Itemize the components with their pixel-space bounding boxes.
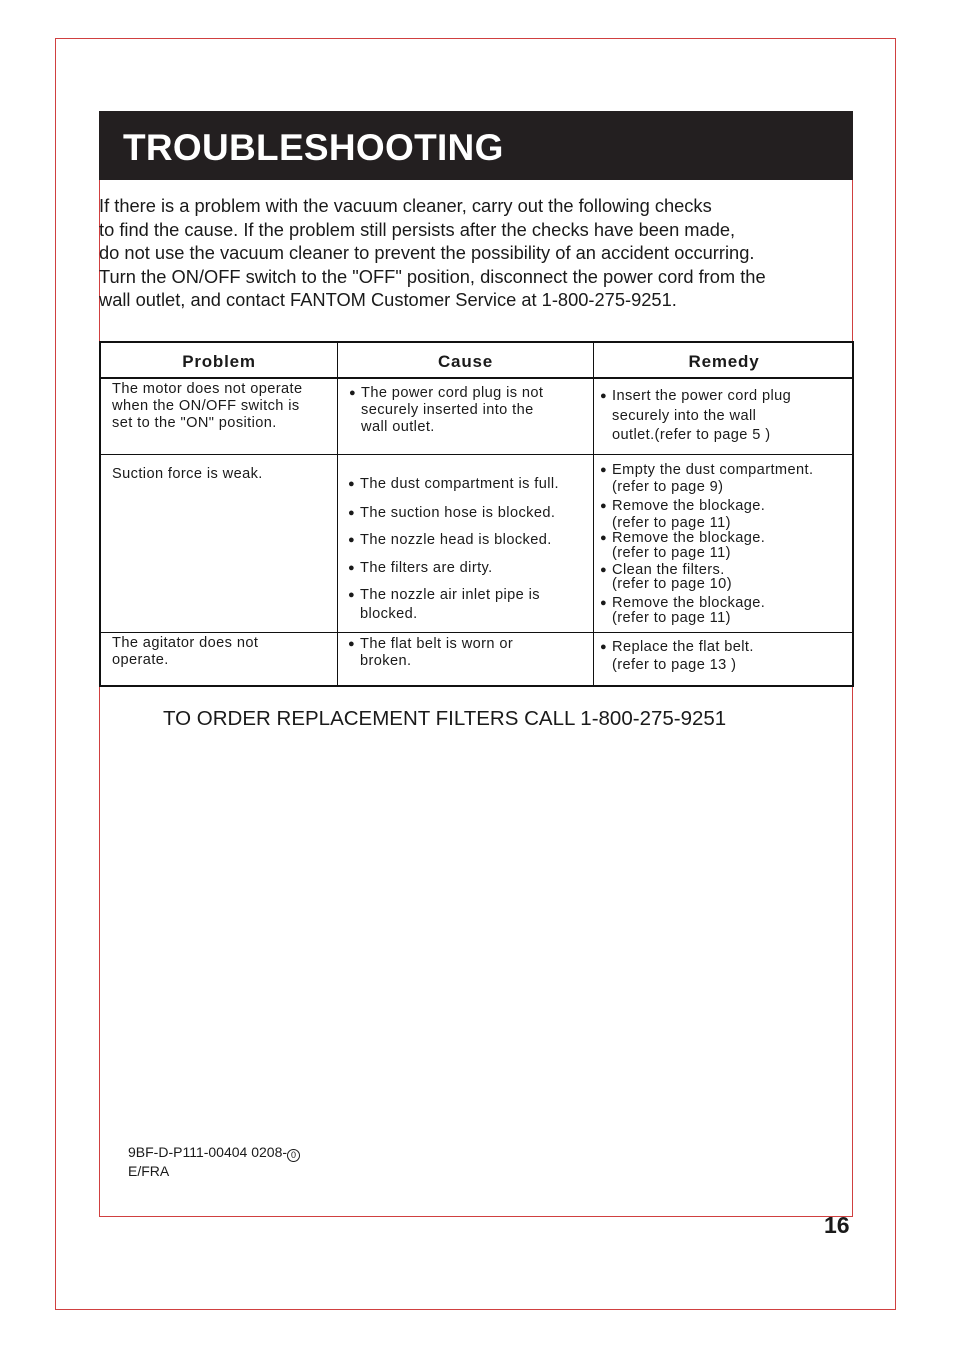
remedy-item: ● Clean the filters. (refer to page 10) [600,562,732,592]
remedy-item: ● Remove the blockage. (refer to page 11) [600,498,766,531]
bullet-icon: ● [600,390,608,402]
troubleshooting-table [99,341,854,687]
column-divider [593,343,594,685]
bullet-icon: ● [348,534,356,546]
document-code [128,1143,300,1180]
header-remedy: Remedy [688,352,760,371]
remedy-item: ● Remove the blockage. (refer to page 11) [600,530,766,561]
header-problem: Problem [182,352,256,371]
page-title: TROUBLESHOOTING [123,127,504,168]
document-code-line: E/FRA [128,1163,170,1179]
intro-line: do not use the vacuum cleaner to prevent the possibility of an accident occurring. [99,242,755,264]
header-divider [101,377,852,379]
bullet-icon: ● [348,562,356,574]
problem-cell: The agitator does not operate. [112,635,259,668]
bullet-icon: ● [600,641,608,653]
cause-item: ● The nozzle head is blocked. [348,532,552,548]
bullet-icon: ● [600,597,608,609]
bullet-icon: ● [348,478,356,490]
circled-digit: 0 [287,1149,300,1162]
intro-line: If there is a problem with the vacuum cleaner, carry out the following checks [99,195,712,216]
page-number: 16 [824,1212,850,1238]
remedy-item: ● Insert the power cord plug securely into the wall outlet.(refer to page 5 ) [600,388,792,443]
intro-line: wall outlet, and contact FANTOM Customer Service at 1-800-275-9251. [99,289,677,311]
remedy-item: ● Empty the dust compartment. (refer to page 9) [600,462,814,495]
remedy-item: ● Remove the blockage. (refer to page 11) [600,595,766,626]
intro-paragraph [99,194,859,312]
problem-cell: Suction force is weak. [112,466,263,482]
bullet-icon: ● [600,532,608,544]
cause-item: ● The dust compartment is full. [348,476,559,492]
intro-line: to find the cause. If the problem still persists after the checks have been made, [99,218,736,240]
problem-cell: The motor does not operate when the ON/OFF switch is set to the "ON" position. [112,381,303,431]
row-divider [101,632,852,633]
bullet-icon: ● [348,589,356,601]
intro-line: Turn the ON/OFF switch to the "OFF" position, disconnect the power cord from the [99,265,766,287]
row-divider [101,454,852,455]
document-code-line: 9BF-D-P111-00404 0208- [128,1144,288,1160]
column-divider [337,343,338,685]
cause-item: ● The filters are dirty. [348,560,493,576]
remedy-item: ● Replace the flat belt. (refer to page 13 ) [600,639,754,673]
header-cause: Cause [437,352,494,371]
cause-item: ● The nozzle air inlet pipe is blocked. [348,587,540,622]
bullet-icon: ● [348,507,356,519]
order-filters-note: TO ORDER REPLACEMENT FILTERS CALL 1-800-275-9251 [163,707,727,730]
bullet-icon: ● [349,387,357,399]
cause-item: ● The power cord plug is not securely inserted into the wall outlet. [349,385,544,435]
bullet-icon: ● [600,500,608,512]
bullet-icon: ● [600,464,608,476]
bullet-icon: ● [348,638,356,650]
cause-item: ● The flat belt is worn or broken. [348,636,514,669]
title-bar [99,111,853,180]
bullet-icon: ● [600,564,608,576]
cause-item: ● The suction hose is blocked. [348,505,556,521]
